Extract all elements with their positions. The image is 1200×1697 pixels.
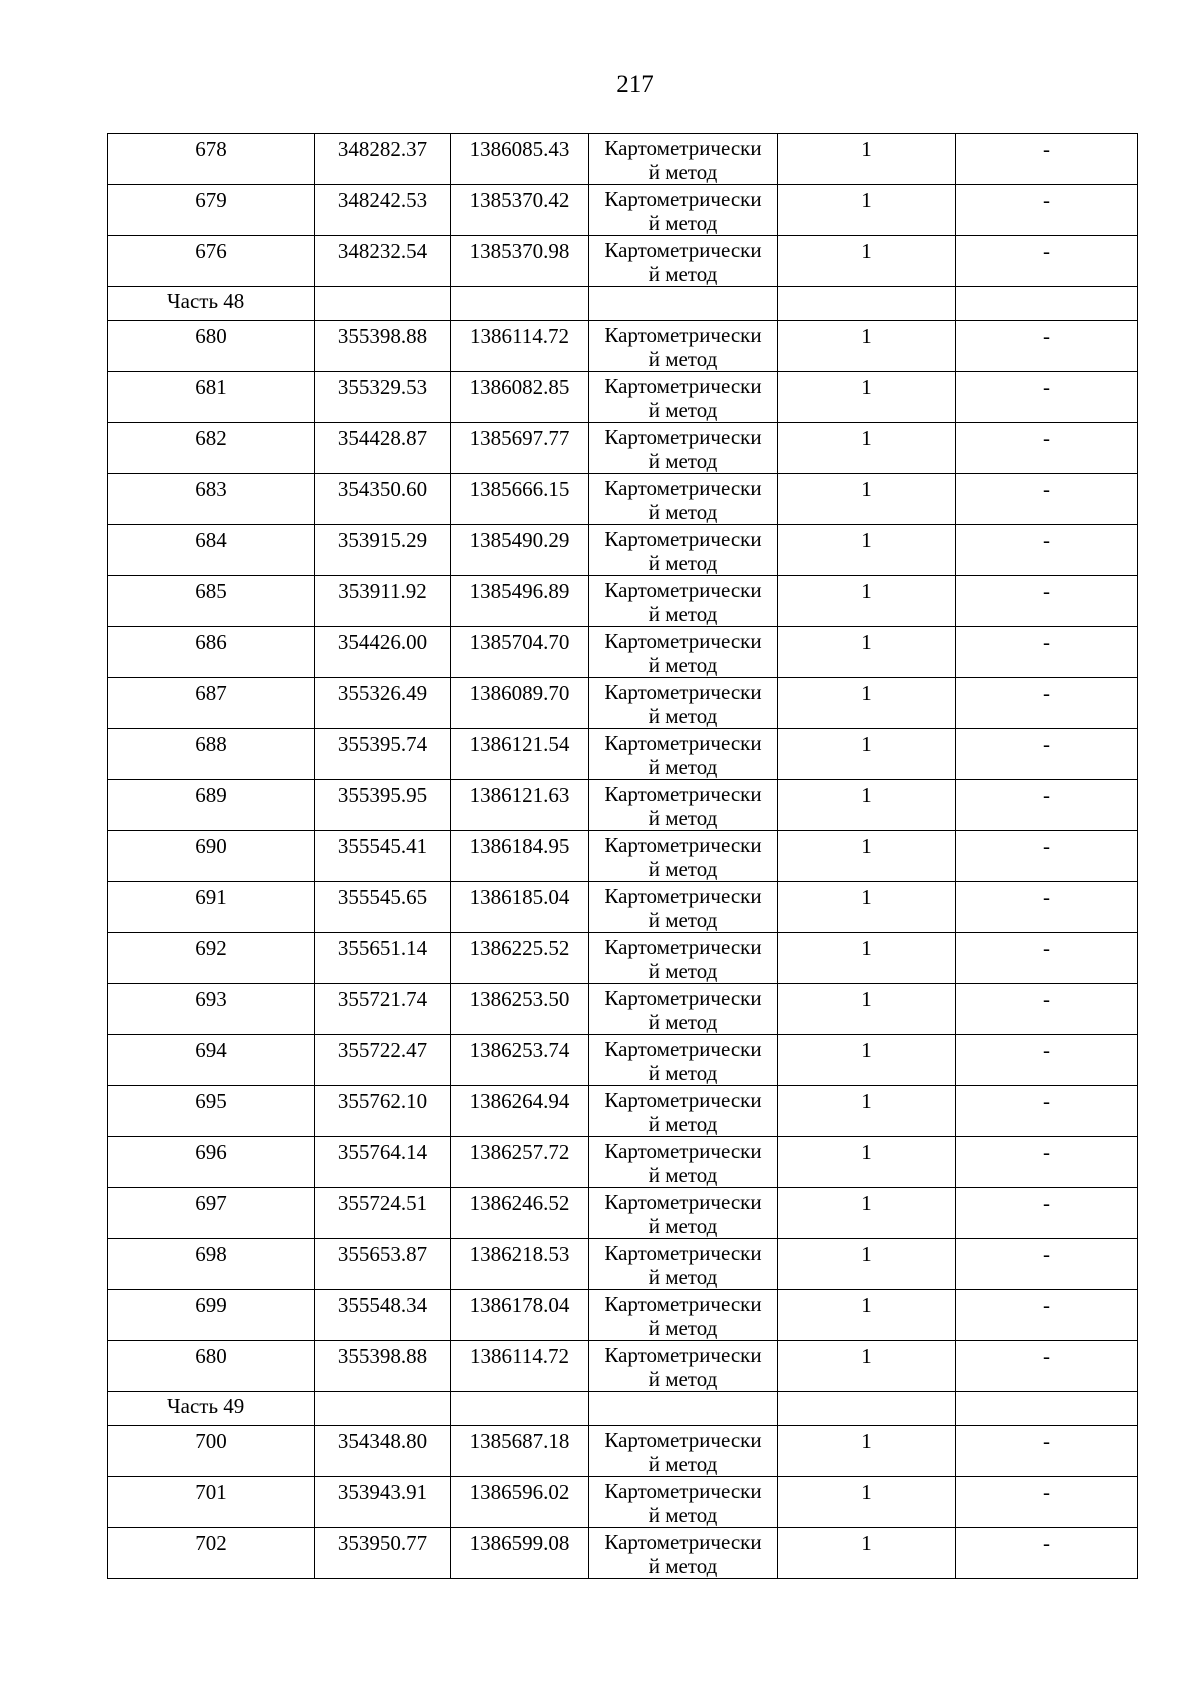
method-cell (589, 780, 778, 831)
y-coordinate-cell: 1386257.72 (451, 1137, 589, 1188)
method-line: Картометрически (604, 187, 762, 211)
y-coordinate-cell: 1386082.85 (451, 372, 589, 423)
x-coordinate-cell: 353911.92 (315, 576, 451, 627)
note-cell: - (956, 1239, 1138, 1290)
x-coordinate-cell: 353943.91 (315, 1477, 451, 1528)
note-cell: - (956, 321, 1138, 372)
point-number-cell: 696 (108, 1137, 315, 1188)
note-cell: - (956, 1086, 1138, 1137)
method-line: Картометрически (604, 527, 762, 551)
empty-cell (451, 287, 589, 321)
method-cell (589, 831, 778, 882)
table-row (108, 1188, 1138, 1239)
method-line: й метод (648, 1112, 718, 1136)
note-cell: - (956, 1477, 1138, 1528)
method-line: й метод (648, 211, 718, 235)
x-coordinate-cell: 354348.80 (315, 1426, 451, 1477)
x-coordinate-cell: 355548.34 (315, 1290, 451, 1341)
method-line: й метод (648, 160, 718, 184)
method-line: Картометрически (604, 238, 762, 262)
empty-cell (956, 1392, 1138, 1426)
point-number-cell: 692 (108, 933, 315, 984)
accuracy-cell: 1 (778, 882, 956, 933)
x-coordinate-cell: 355724.51 (315, 1188, 451, 1239)
method-line: й метод (648, 806, 718, 830)
method-line: Картометрически (604, 1088, 762, 1112)
x-coordinate-cell: 348232.54 (315, 236, 451, 287)
table-row (108, 1477, 1138, 1528)
method-line: й метод (648, 1367, 718, 1391)
point-number-cell: 701 (108, 1477, 315, 1528)
method-line: Картометрически (604, 1343, 762, 1367)
accuracy-cell: 1 (778, 729, 956, 780)
method-cell (589, 984, 778, 1035)
accuracy-cell: 1 (778, 1528, 956, 1579)
method-cell (589, 1290, 778, 1341)
point-number-cell: 682 (108, 423, 315, 474)
y-coordinate-cell: 1386253.50 (451, 984, 589, 1035)
y-coordinate-cell: 1386121.63 (451, 780, 589, 831)
coordinates-table-body (108, 134, 1138, 1579)
point-number-cell: 687 (108, 678, 315, 729)
table-row (108, 882, 1138, 933)
table-row (108, 831, 1138, 882)
note-cell: - (956, 576, 1138, 627)
note-cell: - (956, 1137, 1138, 1188)
point-number-cell: 688 (108, 729, 315, 780)
y-coordinate-cell: 1386114.72 (451, 1341, 589, 1392)
y-coordinate-cell: 1385666.15 (451, 474, 589, 525)
point-number-cell: 676 (108, 236, 315, 287)
y-coordinate-cell: 1386225.52 (451, 933, 589, 984)
coordinates-table (107, 133, 1138, 1579)
y-coordinate-cell: 1386599.08 (451, 1528, 589, 1579)
point-number-cell: 680 (108, 1341, 315, 1392)
accuracy-cell: 1 (778, 1477, 956, 1528)
accuracy-cell: 1 (778, 984, 956, 1035)
point-number-cell: 693 (108, 984, 315, 1035)
method-cell (589, 185, 778, 236)
method-cell (589, 1426, 778, 1477)
accuracy-cell: 1 (778, 1426, 956, 1477)
y-coordinate-cell: 1385490.29 (451, 525, 589, 576)
method-line: Картометрически (604, 782, 762, 806)
x-coordinate-cell: 355762.10 (315, 1086, 451, 1137)
table-row (108, 236, 1138, 287)
method-cell (589, 1035, 778, 1086)
accuracy-cell: 1 (778, 933, 956, 984)
method-line: Картометрически (604, 1530, 762, 1554)
accuracy-cell: 1 (778, 780, 956, 831)
method-cell (589, 1477, 778, 1528)
accuracy-cell: 1 (778, 185, 956, 236)
method-line: Картометрически (604, 833, 762, 857)
method-line: й метод (648, 1214, 718, 1238)
x-coordinate-cell: 353950.77 (315, 1528, 451, 1579)
accuracy-cell: 1 (778, 1341, 956, 1392)
point-number-cell: 680 (108, 321, 315, 372)
method-cell (589, 423, 778, 474)
table-row (108, 933, 1138, 984)
x-coordinate-cell: 355651.14 (315, 933, 451, 984)
table-row (108, 780, 1138, 831)
method-line: й метод (648, 959, 718, 983)
x-coordinate-cell: 355398.88 (315, 321, 451, 372)
empty-cell (778, 1392, 956, 1426)
y-coordinate-cell: 1386121.54 (451, 729, 589, 780)
method-cell (589, 236, 778, 287)
x-coordinate-cell: 355326.49 (315, 678, 451, 729)
method-line: Картометрически (604, 629, 762, 653)
note-cell: - (956, 525, 1138, 576)
note-cell: - (956, 423, 1138, 474)
point-number-cell: 695 (108, 1086, 315, 1137)
method-line: Картометрически (604, 884, 762, 908)
accuracy-cell: 1 (778, 321, 956, 372)
method-cell (589, 1188, 778, 1239)
method-cell (589, 134, 778, 185)
method-line: Картометрически (604, 425, 762, 449)
y-coordinate-cell: 1386264.94 (451, 1086, 589, 1137)
point-number-cell: 698 (108, 1239, 315, 1290)
point-number-cell: 690 (108, 831, 315, 882)
point-number-cell: 678 (108, 134, 315, 185)
empty-cell (315, 1392, 451, 1426)
table-row (108, 1086, 1138, 1137)
method-line: Картометрически (604, 1292, 762, 1316)
method-cell (589, 1239, 778, 1290)
method-line: й метод (648, 347, 718, 371)
accuracy-cell: 1 (778, 474, 956, 525)
table-row (108, 1239, 1138, 1290)
note-cell: - (956, 1341, 1138, 1392)
note-cell: - (956, 1188, 1138, 1239)
method-line: Картометрически (604, 1479, 762, 1503)
note-cell: - (956, 1426, 1138, 1477)
y-coordinate-cell: 1386114.72 (451, 321, 589, 372)
point-number-cell: 686 (108, 627, 315, 678)
table-row (108, 1290, 1138, 1341)
point-number-cell: 691 (108, 882, 315, 933)
note-cell: - (956, 134, 1138, 185)
table-row (108, 474, 1138, 525)
accuracy-cell: 1 (778, 831, 956, 882)
x-coordinate-cell: 355545.41 (315, 831, 451, 882)
method-line: Картометрически (604, 323, 762, 347)
empty-cell (589, 287, 778, 321)
method-line: й метод (648, 755, 718, 779)
point-number-cell: 679 (108, 185, 315, 236)
method-cell (589, 1341, 778, 1392)
accuracy-cell: 1 (778, 525, 956, 576)
method-line: Картометрически (604, 578, 762, 602)
method-cell (589, 474, 778, 525)
method-cell (589, 525, 778, 576)
y-coordinate-cell: 1386246.52 (451, 1188, 589, 1239)
method-line: Картометрически (604, 476, 762, 500)
empty-cell (315, 287, 451, 321)
method-cell (589, 729, 778, 780)
x-coordinate-cell: 355329.53 (315, 372, 451, 423)
method-line: й метод (648, 1010, 718, 1034)
x-coordinate-cell: 355398.88 (315, 1341, 451, 1392)
note-cell: - (956, 729, 1138, 780)
note-cell: - (956, 474, 1138, 525)
y-coordinate-cell: 1386089.70 (451, 678, 589, 729)
method-cell (589, 933, 778, 984)
y-coordinate-cell: 1386596.02 (451, 1477, 589, 1528)
accuracy-cell: 1 (778, 1290, 956, 1341)
accuracy-cell: 1 (778, 576, 956, 627)
accuracy-cell: 1 (778, 627, 956, 678)
method-line: й метод (648, 1061, 718, 1085)
table-row (108, 576, 1138, 627)
empty-cell (778, 287, 956, 321)
point-number-cell: 685 (108, 576, 315, 627)
note-cell: - (956, 831, 1138, 882)
method-cell (589, 627, 778, 678)
table-row (108, 321, 1138, 372)
x-coordinate-cell: 355764.14 (315, 1137, 451, 1188)
note-cell: - (956, 678, 1138, 729)
section-header-row (108, 287, 1138, 321)
method-line: Картометрически (604, 986, 762, 1010)
x-coordinate-cell: 355395.95 (315, 780, 451, 831)
note-cell: - (956, 984, 1138, 1035)
method-line: й метод (648, 908, 718, 932)
method-cell (589, 678, 778, 729)
y-coordinate-cell: 1385704.70 (451, 627, 589, 678)
table-row (108, 423, 1138, 474)
point-number-cell: 689 (108, 780, 315, 831)
y-coordinate-cell: 1385370.98 (451, 236, 589, 287)
method-line: й метод (648, 1503, 718, 1527)
method-line: й метод (648, 551, 718, 575)
table-row (108, 1341, 1138, 1392)
note-cell: - (956, 185, 1138, 236)
table-row (108, 1528, 1138, 1579)
empty-cell (589, 1392, 778, 1426)
point-number-cell: 702 (108, 1528, 315, 1579)
point-number-cell: 699 (108, 1290, 315, 1341)
table-row (108, 1426, 1138, 1477)
x-coordinate-cell: 355395.74 (315, 729, 451, 780)
y-coordinate-cell: 1385496.89 (451, 576, 589, 627)
y-coordinate-cell: 1386178.04 (451, 1290, 589, 1341)
note-cell: - (956, 372, 1138, 423)
accuracy-cell: 1 (778, 236, 956, 287)
y-coordinate-cell: 1385687.18 (451, 1426, 589, 1477)
method-line: й метод (648, 1316, 718, 1340)
method-cell (589, 882, 778, 933)
method-line: й метод (648, 602, 718, 626)
method-line: Картометрически (604, 1428, 762, 1452)
point-number-cell: 683 (108, 474, 315, 525)
x-coordinate-cell: 354350.60 (315, 474, 451, 525)
method-line: й метод (648, 1452, 718, 1476)
point-number-cell: 694 (108, 1035, 315, 1086)
y-coordinate-cell: 1385370.42 (451, 185, 589, 236)
method-cell (589, 372, 778, 423)
method-line: й метод (648, 398, 718, 422)
accuracy-cell: 1 (778, 1035, 956, 1086)
method-line: Картометрически (604, 935, 762, 959)
method-line: й метод (648, 1163, 718, 1187)
note-cell: - (956, 780, 1138, 831)
accuracy-cell: 1 (778, 1188, 956, 1239)
x-coordinate-cell: 355653.87 (315, 1239, 451, 1290)
section-label: Часть 49 (108, 1392, 315, 1426)
point-number-cell: 684 (108, 525, 315, 576)
x-coordinate-cell: 353915.29 (315, 525, 451, 576)
method-line: й метод (648, 262, 718, 286)
note-cell: - (956, 236, 1138, 287)
x-coordinate-cell: 355722.47 (315, 1035, 451, 1086)
table-row (108, 372, 1138, 423)
table-row (108, 729, 1138, 780)
accuracy-cell: 1 (778, 678, 956, 729)
note-cell: - (956, 1528, 1138, 1579)
note-cell: - (956, 882, 1138, 933)
method-line: Картометрически (604, 680, 762, 704)
method-line: Картометрически (604, 374, 762, 398)
accuracy-cell: 1 (778, 1239, 956, 1290)
section-label: Часть 48 (108, 287, 315, 321)
accuracy-cell: 1 (778, 1137, 956, 1188)
x-coordinate-cell: 348282.37 (315, 134, 451, 185)
x-coordinate-cell: 354428.87 (315, 423, 451, 474)
accuracy-cell: 1 (778, 423, 956, 474)
accuracy-cell: 1 (778, 134, 956, 185)
table-row (108, 678, 1138, 729)
method-line: Картометрически (604, 1139, 762, 1163)
y-coordinate-cell: 1385697.77 (451, 423, 589, 474)
method-cell (589, 1528, 778, 1579)
x-coordinate-cell: 355721.74 (315, 984, 451, 1035)
empty-cell (956, 287, 1138, 321)
method-line: Картометрически (604, 136, 762, 160)
method-line: й метод (648, 1554, 718, 1578)
point-number-cell: 697 (108, 1188, 315, 1239)
x-coordinate-cell: 354426.00 (315, 627, 451, 678)
method-line: Картометрически (604, 1190, 762, 1214)
point-number-cell: 681 (108, 372, 315, 423)
method-line: Картометрически (604, 731, 762, 755)
method-cell (589, 1137, 778, 1188)
note-cell: - (956, 1035, 1138, 1086)
method-line: Картометрически (604, 1037, 762, 1061)
method-line: й метод (648, 704, 718, 728)
section-header-row (108, 1392, 1138, 1426)
method-line: й метод (648, 500, 718, 524)
y-coordinate-cell: 1386085.43 (451, 134, 589, 185)
method-cell (589, 576, 778, 627)
method-cell (589, 321, 778, 372)
table-row (108, 525, 1138, 576)
y-coordinate-cell: 1386218.53 (451, 1239, 589, 1290)
method-line: Картометрически (604, 1241, 762, 1265)
note-cell: - (956, 933, 1138, 984)
table-row (108, 1035, 1138, 1086)
method-cell (589, 1086, 778, 1137)
table-row (108, 185, 1138, 236)
y-coordinate-cell: 1386253.74 (451, 1035, 589, 1086)
page-number: 217 (616, 71, 654, 98)
y-coordinate-cell: 1386185.04 (451, 882, 589, 933)
method-line: й метод (648, 857, 718, 881)
method-line: й метод (648, 1265, 718, 1289)
accuracy-cell: 1 (778, 372, 956, 423)
note-cell: - (956, 1290, 1138, 1341)
point-number-cell: 700 (108, 1426, 315, 1477)
table-row (108, 627, 1138, 678)
table-row (108, 984, 1138, 1035)
table-row (108, 134, 1138, 185)
x-coordinate-cell: 348242.53 (315, 185, 451, 236)
method-line: й метод (648, 653, 718, 677)
y-coordinate-cell: 1386184.95 (451, 831, 589, 882)
accuracy-cell: 1 (778, 1086, 956, 1137)
empty-cell (451, 1392, 589, 1426)
x-coordinate-cell: 355545.65 (315, 882, 451, 933)
note-cell: - (956, 627, 1138, 678)
table-row (108, 1137, 1138, 1188)
method-line: й метод (648, 449, 718, 473)
